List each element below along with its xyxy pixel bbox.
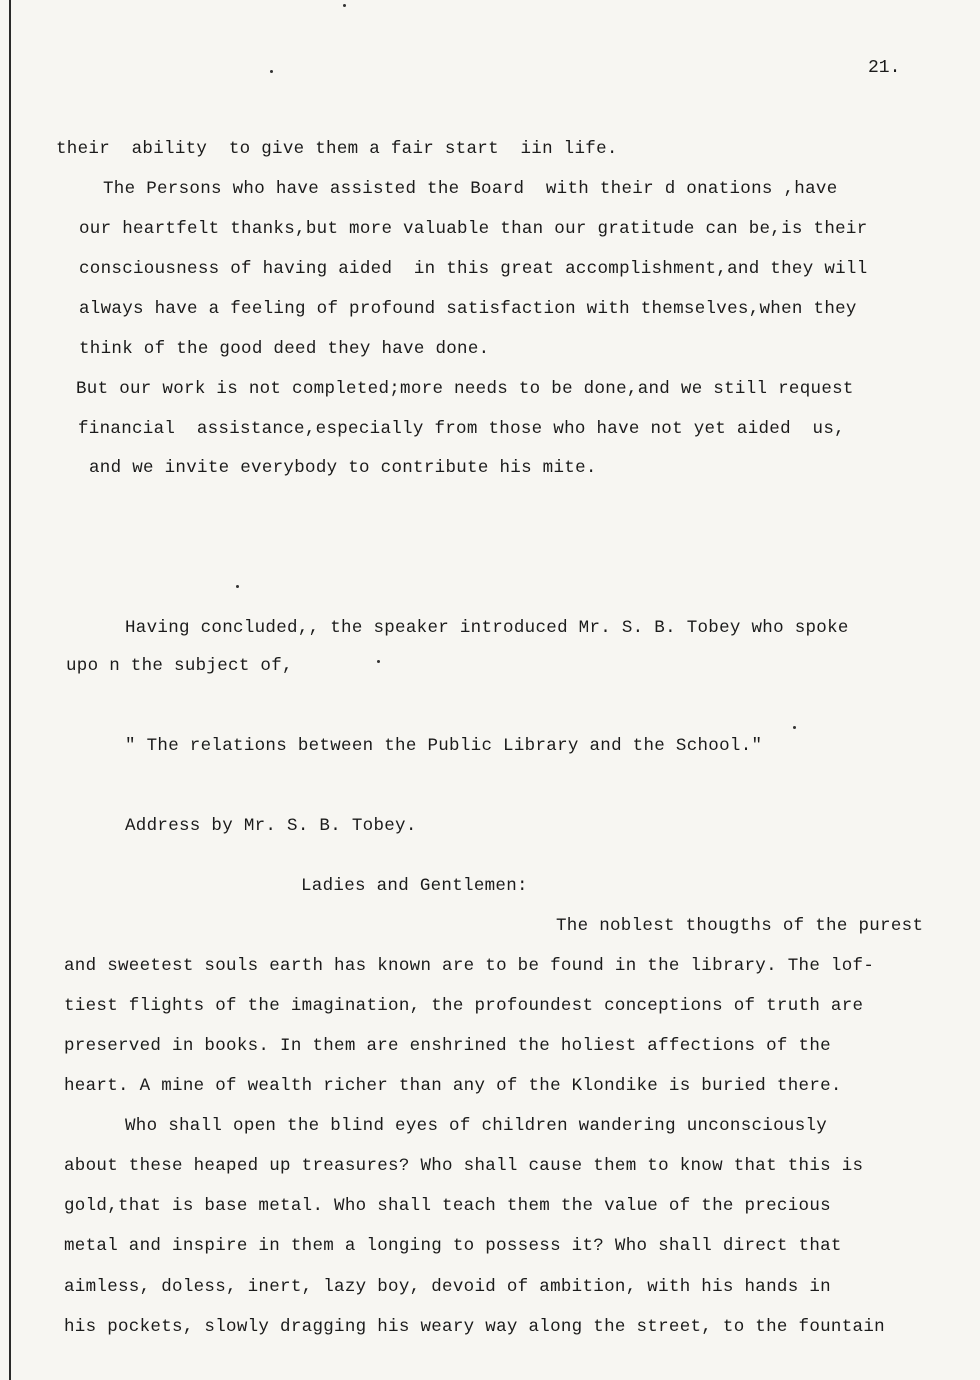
text-line: aimless, doless, inert, lazy boy, devoid of ambition, with his hands in (64, 1277, 831, 1297)
ink-speck (377, 660, 380, 663)
text-line: about these heaped up treasures? Who shall cause them to know that this is (64, 1156, 864, 1176)
ink-speck (343, 4, 346, 7)
text-line: always have a feeling of profound satisfaction with themselves,when they (79, 299, 857, 319)
text-line: consciousness of having aided in this great accomplishment,and they will (79, 259, 868, 279)
text-line: upo n the subject of, (66, 656, 293, 676)
text-line: The Persons who have assisted the Board with their d onations ,have (103, 179, 838, 199)
text-line: financial assistance,especially from those who have not yet aided us, (78, 419, 845, 439)
text-line: gold,that is base metal. Who shall teach them the value of the precious (64, 1196, 831, 1216)
ink-speck (793, 726, 796, 729)
page-number: 21. (868, 58, 901, 78)
text-line: Ladies and Gentlemen: (301, 876, 528, 896)
text-line: metal and inspire in them a longing to possess it? Who shall direct that (64, 1236, 842, 1256)
ink-speck (270, 70, 273, 73)
text-line: heart. A mine of wealth richer than any of the Klondike is buried there. (64, 1076, 842, 1096)
text-line: our heartfelt thanks,but more valuable than our gratitude can be,is their (79, 219, 868, 239)
text-line: their ability to give them a fair start iin life. (56, 139, 618, 159)
text-line: think of the good deed they have done. (79, 339, 490, 359)
text-line: and we invite everybody to contribute his mite. (89, 458, 597, 478)
text-line: preserved in books. In them are enshrined the holiest affections of the (64, 1036, 831, 1056)
text-line: But our work is not completed;more needs to be done,and we still request (76, 379, 854, 399)
text-line: his pockets, slowly dragging his weary way along the street, to the fountain (64, 1317, 885, 1337)
text-line: " The relations between the Public Library and the School." (125, 736, 763, 756)
text-line: tiest flights of the imagination, the profoundest conceptions of truth are (64, 996, 864, 1016)
text-line: Address by Mr. S. B. Tobey. (125, 816, 417, 836)
text-line: The noblest thougths of the purest (556, 916, 924, 936)
text-line: and sweetest souls earth has known are to be found in the library. The lof- (64, 956, 875, 976)
text-line: Who shall open the blind eyes of children wandering unconsciously (125, 1116, 828, 1136)
text-line: Having concluded,, the speaker introduced Mr. S. B. Tobey who spoke (125, 618, 849, 638)
ink-speck (236, 585, 239, 588)
left-margin-rule (9, 0, 11, 1380)
